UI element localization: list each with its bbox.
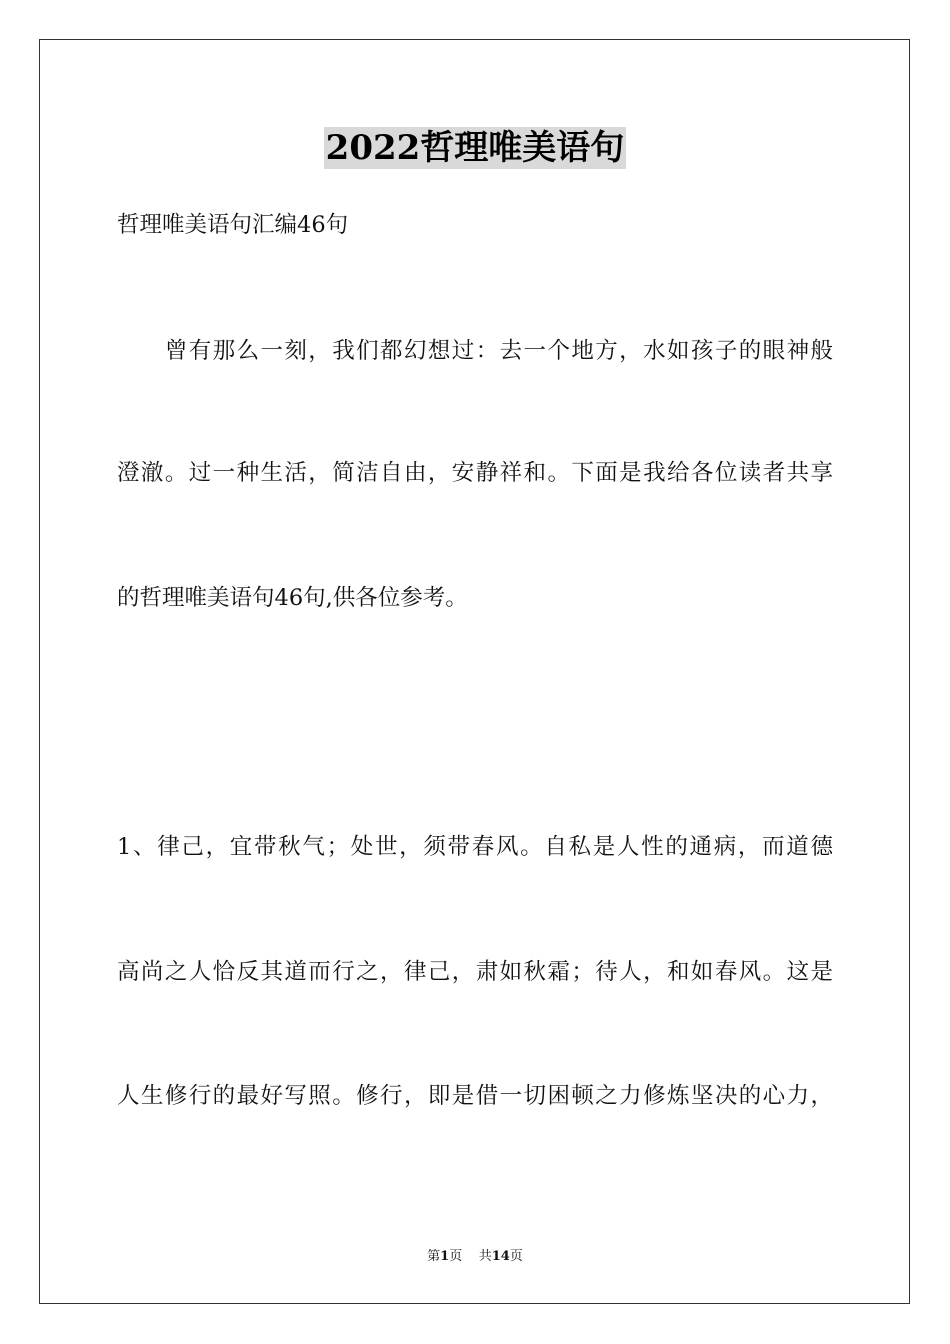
footer-page-suffix: 页 (449, 1249, 463, 1264)
intro-line-1: 曾有那么一刻，我们都幻想过：去一个地方，水如孩子的眼神般 (117, 338, 833, 364)
footer-total-pages: 14 (491, 1249, 510, 1264)
footer-page-prefix: 第 (427, 1249, 441, 1264)
footer-page-number: 1 (440, 1249, 450, 1264)
item1-line-1: 1、律己，宜带秋气；处世，须带春风。自私是人性的通病，而道德 (117, 834, 833, 860)
intro-line-2: 澄澈。过一种生活，简洁自由，安静祥和。下面是我给各位读者共享 (117, 460, 833, 486)
page-footer (0, 1248, 950, 1266)
item1-line-2: 高尚之人恰反其道而行之，律己，肃如秋霜；待人，和如春风。这是 (117, 959, 833, 985)
document-subtitle: 哲理唯美语句汇编46句 (117, 212, 349, 238)
footer-total-prefix: 共 (478, 1249, 492, 1264)
item1-line-3: 人生修行的最好写照。修行，即是借一切困顿之力修炼坚决的心力， (117, 1083, 833, 1109)
intro-line-3: 的哲理唯美语句46句,供各位参考。 (117, 585, 468, 611)
footer-total-suffix: 页 (509, 1249, 523, 1264)
title-container (0, 127, 950, 169)
document-title: 2022哲理唯美语句 (325, 128, 625, 168)
